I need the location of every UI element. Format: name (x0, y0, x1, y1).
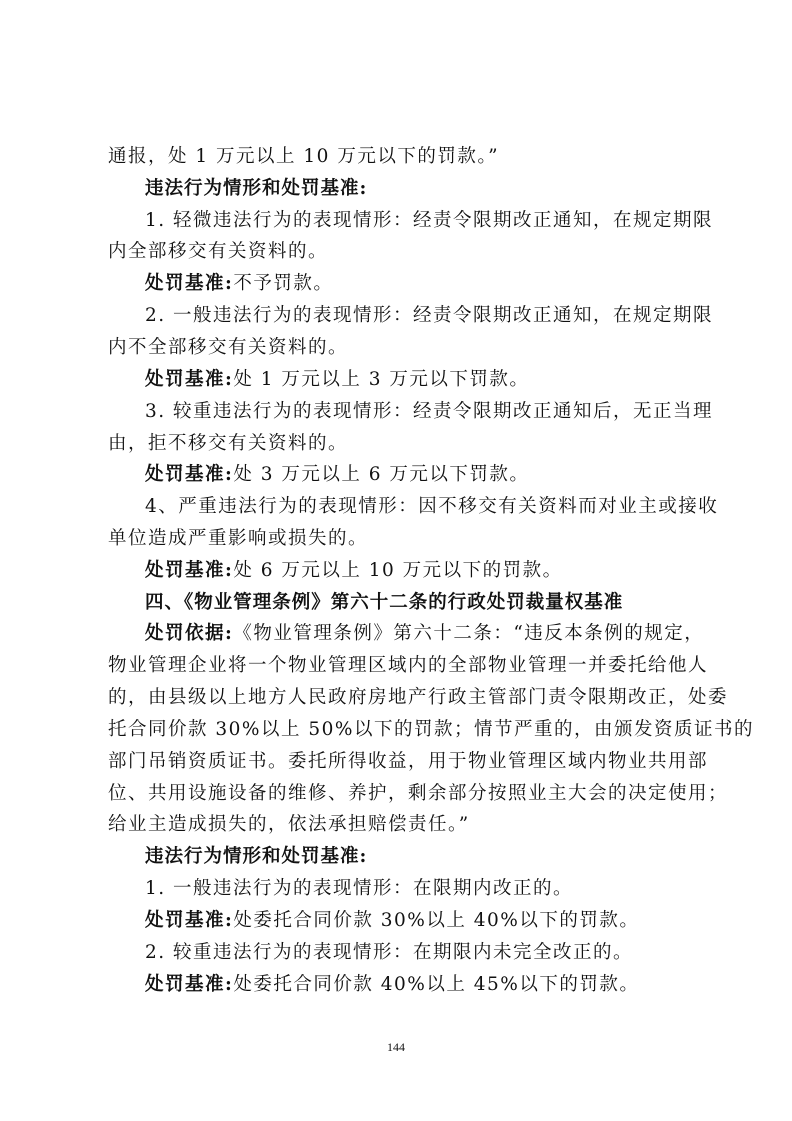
penalty-text: 处 3 万元以上 6 万元以下罚款。 (233, 464, 530, 485)
page-number: 144 (387, 1040, 405, 1054)
text-line: 3. 较重违法行为的表现情形：经责令限期改正通知后，无正当理 (145, 401, 714, 422)
penalty-label: 处罚基准: (145, 560, 234, 581)
text-line: 2. 较重违法行为的表现情形：在期限内未完全改正的。 (145, 942, 634, 963)
section-heading: 违法行为情形和处罚基准: (145, 178, 368, 199)
text-line: 内不全部移交有关资料的。 (108, 337, 349, 358)
text-line: 2. 一般违法行为的表现情形：经责令限期改正通知，在规定期限 (145, 305, 714, 326)
text-line: 部门吊销资质证书。委托所得收益，用于物业管理区域内物业共用部 (108, 751, 709, 772)
basis-label: 处罚依据: (145, 623, 234, 644)
text-line: 4、严重违法行为的表现情形：因不移交有关资料而对业主或接收 (145, 496, 719, 517)
text-line: 的，由县级以上地方人民政府房地产行政主管部门责令限期改正，处委 (108, 687, 729, 708)
section-heading: 违法行为情形和处罚基准: (145, 846, 368, 867)
text-line: 位、共用设施设备的维修、养护，剩余部分按照业主大会的决定使用； (108, 783, 729, 804)
penalty-label: 处罚基准: (145, 464, 234, 485)
text-line: 通报，处 1 万元以上 10 万元以下的罚款。” (108, 146, 500, 167)
penalty-standard (145, 973, 792, 997)
penalty-standard (145, 463, 792, 487)
penalty-text: 不予罚款。 (233, 273, 334, 294)
chapter-heading: 四、《物业管理条例》第六十二条的行政处罚裁量权基准 (145, 592, 624, 613)
penalty-label: 处罚基准: (145, 974, 234, 995)
penalty-label: 处罚基准: (145, 910, 234, 931)
penalty-standard (145, 909, 792, 933)
basis-text: 《物业管理条例》第六十二条：“违反本条例的规定， (233, 623, 705, 644)
penalty-text: 处委托合同价款 30%以上 40%以下的罚款。 (233, 910, 640, 931)
penalty-standard (145, 368, 792, 392)
text-line: 单位造成严重影响或损失的。 (108, 528, 369, 549)
text-line: 1. 轻微违法行为的表现情形：经责令限期改正通知，在规定期限 (145, 210, 714, 231)
text-line: 1. 一般违法行为的表现情形：在限期内改正的。 (145, 878, 574, 899)
text-line: 内全部移交有关资料的。 (108, 241, 329, 262)
penalty-text: 处 1 万元以上 3 万元以下罚款。 (233, 369, 530, 390)
penalty-label: 处罚基准: (145, 273, 234, 294)
penalty-basis (145, 622, 792, 646)
text-line: 由，拒不移交有关资料的。 (108, 433, 349, 454)
penalty-standard (145, 559, 792, 583)
penalty-label: 处罚基准: (145, 369, 234, 390)
text-line: 托合同价款 30%以上 50%以下的罚款；情节严重的，由颁发资质证书的 (108, 719, 755, 740)
text-line: 物业管理企业将一个物业管理区域内的全部物业管理一并委托给他人 (108, 655, 709, 676)
penalty-standard (145, 272, 792, 296)
text-line: 给业主造成损失的，依法承担赔偿责任。” (108, 814, 470, 835)
penalty-text: 处 6 万元以上 10 万元以下的罚款。 (233, 560, 563, 581)
penalty-text: 处委托合同价款 40%以上 45%以下的罚款。 (233, 974, 640, 995)
